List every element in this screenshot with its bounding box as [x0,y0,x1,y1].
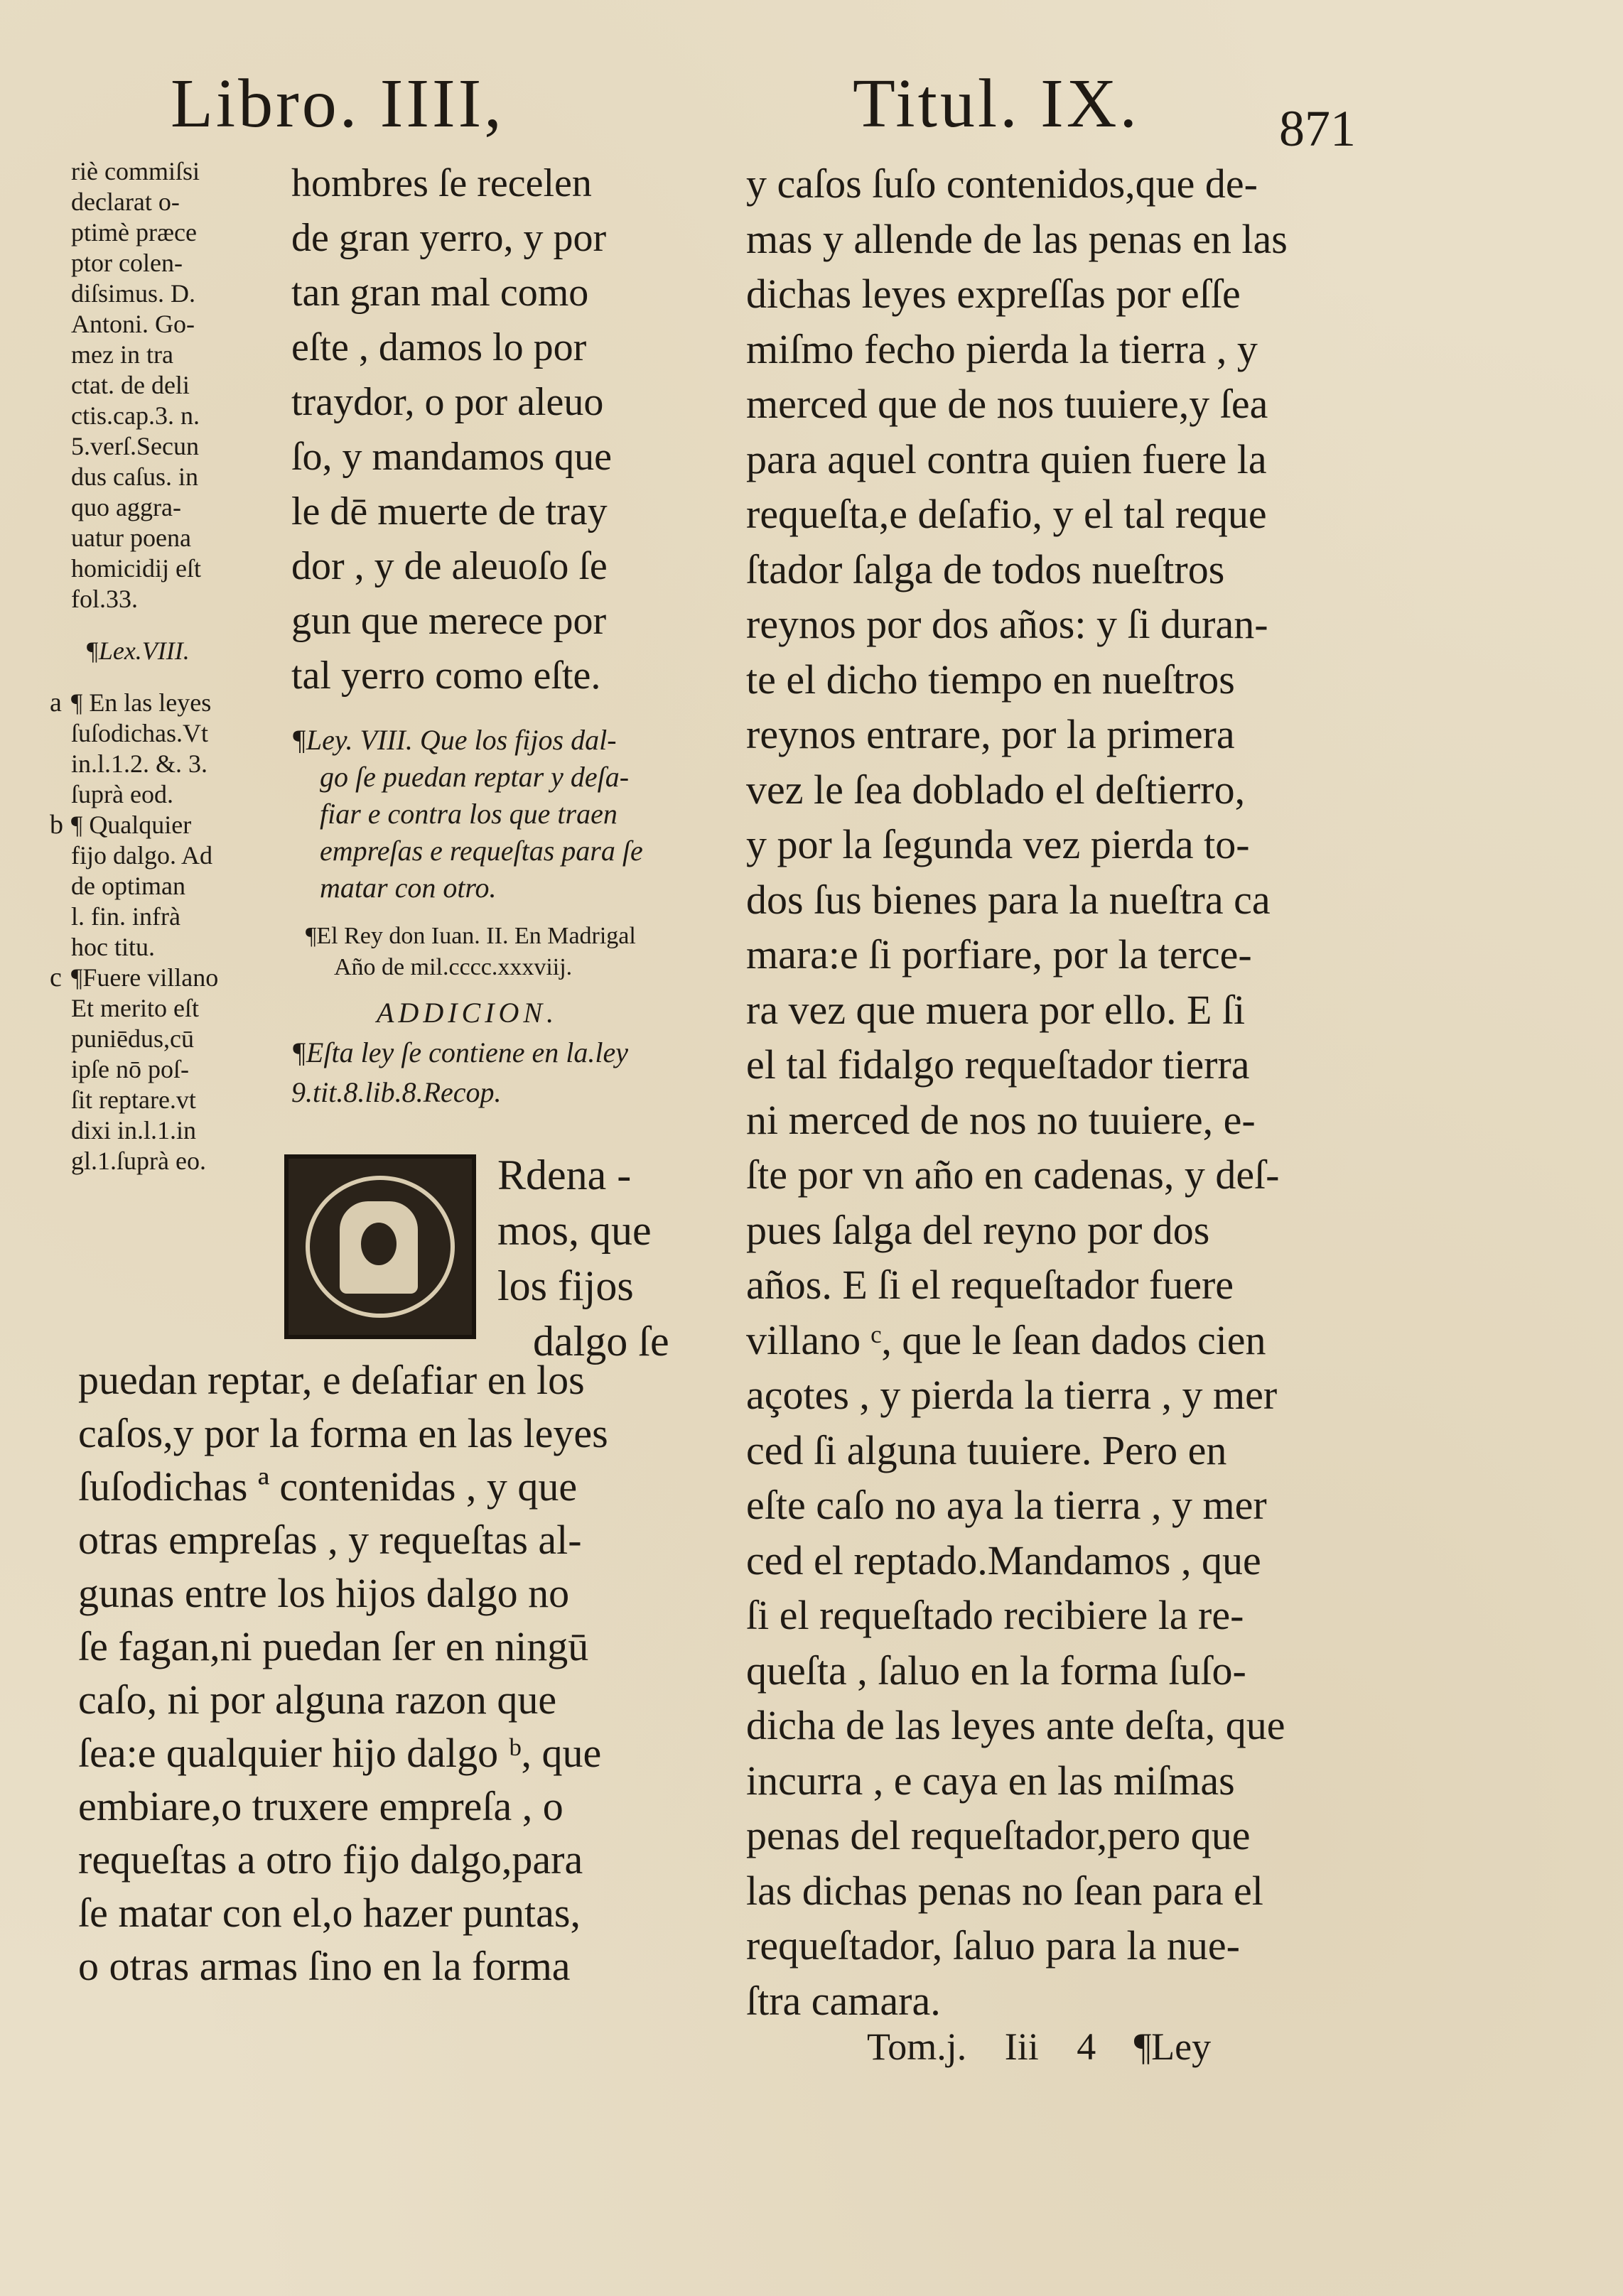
text-line: ni merced de nos no tuuiere, e- [746,1096,1256,1143]
gloss-line: uatur poena [71,524,191,552]
text-line: ſea:e qualquier hijo dalgo ᵇ, que [78,1730,602,1776]
text-line: ſtra camara. [746,1977,941,2024]
running-head-title: Titul. IX. [853,65,1141,142]
text-line: eſte caſo no aya la tierra , y mer [746,1482,1267,1528]
left-column-text [78,1353,689,1993]
gloss-lex-label: ¶Lex.VIII. [85,637,190,665]
text-line: vez le ſea doblado el deſtierro, [746,766,1246,813]
gloss-line: mez in tra [71,340,173,369]
gloss-line: Et merito eſt [71,994,199,1022]
text-line: requeſtador, ſaluo para la nue- [746,1922,1240,1969]
text-line: gun que merece por [291,599,607,643]
text-line: penas del requeſtador,pero que [746,1812,1251,1858]
addicion-note [291,1033,689,1112]
heading-line: ¶Ley. VIII. Que los fijos dal- [291,724,617,756]
gloss-line: ctat. de deli [71,371,190,399]
text-line: dor , y de aleuoſo ſe [291,544,608,588]
text-line: villano ᶜ, que le ſean dados cien [746,1316,1266,1363]
gloss-block-1 [71,156,263,614]
text-line: requeſtas a otro fijo dalgo,para [78,1836,583,1883]
gloss-line: ptimè præce [71,218,197,247]
text-line: ced el reptado.Mandamos , que [746,1537,1261,1583]
gloss-line: ¶Fuere villano [71,963,219,992]
dropcap-text [497,1147,696,1369]
text-line: las dichas penas no ſean para el [746,1867,1263,1914]
text-line: merced que de nos tuuiere,y ſea [746,381,1268,427]
text-line: ra vez que muera por ello. E ſi [746,986,1246,1033]
gloss-line: puniēdus,cū [71,1024,194,1053]
gloss-note-b [50,810,263,963]
text-line: el tal fidalgo requeſtador tierra [746,1041,1250,1088]
text-line: años. E ſi el requeſtador fuere [746,1262,1234,1308]
text-line: dalgo ſe [533,1318,669,1365]
addnote-line: 9.tit.8.lib.8.Recop. [291,1076,502,1108]
text-line: miſmo fecho pierda la tierra , y [746,325,1258,372]
gloss-line: ¶ En las leyes [71,688,212,717]
gloss-line: ¶ Qualquier [71,811,192,839]
text-line: y caſos ſuſo contenidos,que de- [746,161,1258,207]
text-line: caſos,y por la forma en las leyes [78,1410,608,1456]
right-column-text [746,156,1371,2028]
gloss-line: fijo dalgo. Ad [71,841,212,870]
text-line: pues ſalga del reyno por dos [746,1206,1210,1253]
text-line: le dē muerte de tray [291,489,608,534]
text-line: mos, que [497,1207,652,1254]
decorated-initial-o [284,1154,476,1339]
text-line: de gran yerro, y por [291,216,607,260]
gloss-line: ipſe nō poſ- [71,1055,189,1083]
running-head-book: Libro. IIII, [171,65,505,142]
gloss-line: riè commiſsi [71,157,200,185]
text-line: puedan reptar, e deſafiar en los [78,1357,585,1403]
heading-line: go ſe puedan reptar y deſa- [320,761,630,793]
folio-number: 871 [1279,100,1356,157]
text-line: incurra , e caya en las miſmas [746,1757,1235,1804]
note-mark-a: a [50,688,62,718]
source-line: ¶El Rey don Iuan. II. En Madrigal [306,923,636,949]
law-source [291,921,689,983]
text-line: Rdena - [497,1152,632,1198]
text-line: ſo, y mandamos que [291,435,613,479]
gloss-line: hoc titu. [71,933,155,961]
middle-text [291,156,689,703]
source-line: Año de mil.cccc.xxxviij. [334,954,573,980]
middle-column [291,156,689,1112]
gloss-line: diſsimus. D. [71,279,196,308]
text-line: traydor, o por aleuo [291,380,604,424]
gloss-line: fol.33. [71,585,138,613]
text-line: ſi el requeſtado recibiere la re- [746,1592,1244,1638]
text-line: queſta , ſaluo en la forma ſuſo- [746,1647,1246,1694]
text-line: reynos entrare, por la primera [746,711,1235,757]
text-line: ced ſi alguna tuuiere. Pero en [746,1426,1227,1473]
gloss-line: ſuſodichas.Vt [71,719,208,747]
text-line: caſo, ni por alguna razon que [78,1677,557,1723]
gloss-line: dus caſus. in [71,462,198,491]
heading-line: empreſas e requeſtas para ſe [320,835,643,867]
gloss-note-c [50,963,263,1176]
gloss-line: declarat o- [71,188,180,216]
note-mark-b: b [50,810,63,840]
text-line: y por la ſegunda vez pierda to- [746,821,1250,867]
text-line: o otras armas ſino en la forma [78,1943,571,1989]
text-line: requeſta,e deſafio, y el tal reque [746,491,1267,537]
gloss-line: l. fin. infrà [71,902,180,931]
law-heading [291,722,689,906]
gloss-line: 5.verſ.Secun [71,432,199,460]
text-line: hombres ſe recelen [291,161,592,205]
text-line: tal yerro como eſte. [291,654,601,698]
gloss-line: ſuprà eod. [71,780,173,808]
gloss-line: de optiman [71,872,185,900]
gloss-line: ctis.cap.3. n. [71,401,200,430]
text-line: para aquel contra quien fuere la [746,435,1267,482]
text-line: te el dicho tiempo en nueſtros [746,656,1235,703]
gloss-note-a [50,688,263,810]
gloss-line: dixi in.l.1.in [71,1116,197,1144]
text-line: tan gran mal como [291,271,589,315]
text-line: dos ſus bienes para la nueſtra ca [746,876,1271,923]
text-line: mas y allende de las penas en las [746,215,1288,262]
gloss-line: in.l.1.2. &. 3. [71,749,208,778]
text-line: ſtador ſalga de todos nueſtros [746,546,1225,592]
text-line: eſte , damos lo por [291,325,587,369]
text-line: ſuſodichas ª contenidas , y que [78,1463,578,1510]
addnote-line: ¶Eſta ley ſe contiene en la.ley [291,1036,629,1068]
gloss-line: quo aggra- [71,493,181,521]
gloss-line: homicidij eſt [71,554,201,583]
text-line: ſte por vn año en cadenas, y deſ- [746,1152,1280,1198]
gloss-line: gl.1.ſuprà eo. [71,1147,206,1175]
addicion-heading: ADDICION. [377,997,559,1029]
text-line: açotes , y pierda la tierra , y mer [746,1372,1278,1418]
heading-line: matar con otro. [320,872,497,904]
text-line: los fijos [497,1262,634,1309]
text-line: embiare,o truxere empreſa , o [78,1783,564,1829]
text-line: mara:e ſi porfiare, por la terce- [746,931,1252,978]
text-line: gunas entre los hijos dalgo no [78,1570,570,1616]
catchline-signature: Tom.j. Iii 4 ¶Ley [867,2025,1212,2068]
text-line: otras empreſas , y requeſtas al- [78,1517,582,1563]
text-line: dichas leyes expreſſas por eſſe [746,271,1241,317]
gloss-line: Antoni. Go- [71,310,195,338]
marginal-gloss [50,156,263,1176]
note-mark-c: c [50,963,62,992]
heading-line: fiar e contra los que traen [320,798,618,830]
gloss-line: ſit reptare.vt [71,1085,196,1114]
text-line: reynos por dos años: y ſi duran- [746,601,1268,647]
text-line: ſe matar con el,o hazer puntas, [78,1890,581,1936]
gloss-line: ptor colen- [71,249,183,277]
text-line: dicha de las leyes ante deſta, que [746,1702,1285,1748]
text-line: ſe fagan,ni puedan ſer en ningū [78,1623,589,1669]
